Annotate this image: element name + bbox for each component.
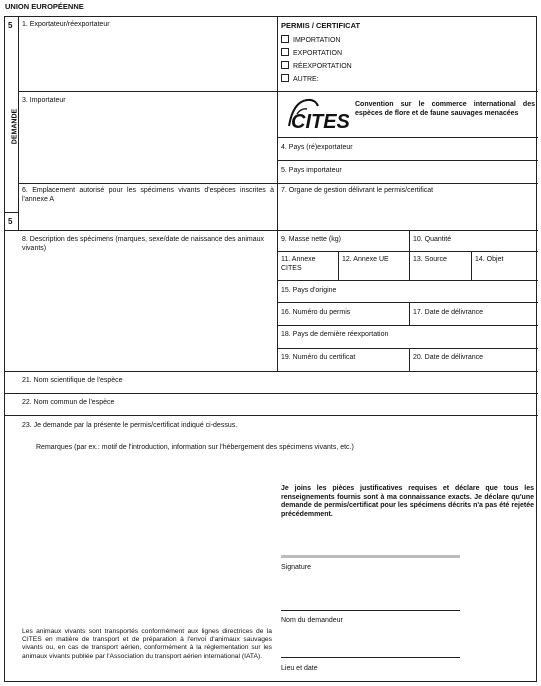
permit-option-reexportation[interactable]: RÉEXPORTATION: [281, 61, 352, 72]
field-management-authority-label: 7. Organe de gestion délivrant le permis/certificat: [281, 187, 434, 194]
signature-label: Signature: [281, 564, 311, 571]
name-line: [281, 610, 460, 611]
field-common-name-label: 22. Nom commun de l'espèce: [22, 399, 115, 406]
applicant-name-label: Nom du demandeur: [281, 617, 343, 624]
field-certificate-number-label: 19. Numéro du certificat: [281, 354, 356, 361]
place-date-line: [281, 657, 460, 658]
cites-convention-text: Convention sur le commerce international des espèces de flore et de faune sauvages menacées: [355, 101, 535, 117]
margin-number-top: 5: [8, 21, 13, 30]
field-request-statement: 23. Je demande par la présente le permis/certificat indiqué ci-dessus.: [22, 422, 238, 429]
field-remarks-label: Remarques (par ex.: motif de l'introduction, information sur l'hébergement des spécimens vivants, etc.): [36, 444, 354, 451]
permit-option-importation[interactable]: IMPORTATION: [281, 35, 340, 46]
checkbox-exportation[interactable]: [281, 48, 289, 56]
place-date-label: Lieu et date: [281, 665, 318, 672]
field-exporter-label: 1. Exportateur/réexportateur: [22, 21, 110, 28]
checkbox-reexportation[interactable]: [281, 61, 289, 69]
field-purpose-label: 14. Objet: [475, 256, 504, 263]
permit-option-exportation[interactable]: EXPORTATION: [281, 48, 342, 59]
form-frame: 5 5 DEMANDE 1. Exportateur/réexportateur 3. Importateur 6. Emplacement autorisé pour les spécimens vivants d'espèces inscrites à l'annexe A 8. Description des spécimens (marques, sexe/date de naissance des animaux vivants) PERMIS / CERTIFICAT IMPORTATION EXPORTATION RÉEXPORTATION AUTRE: CITES Convention sur le commerce international des espèces de flore et de faune sauvages menacées 4. Pays (ré)exportateur 5. Pays importateur 7. Organe de gestion délivrant le permis/certificat 9. Masse nette (kg) 10. Quantité 11. Annexe CITES 12. Annexe UE 13. Source 14. Objet 15. Pays d'origine 16. Numéro du permis 17. Date de délivrance 18. Pays de dernière réexportation 19. Numéro du certificat 20. Date de délivrance 21. Nom scientifique de l'espèce 22. Nom commun de l'espèce 23. Je demande par la présente le permis/certificat indiqué ci-dessus. Remarques (par ex.: motif de l'introduction, information sur l'hébergement des spécimens vivants, etc.) Je joins les pièces justificatives requises et déclare que tous les renseignements fournis sont à ma connaissance exacts. Je déclare qu'une demande de permis/certificat pour les spécimens décrits n'a pas été rejetée précédemment. Signature Nom du demandeur Lieu et date Les animaux vivants sont transportés conformément aux lignes directrices de la CITES en matière de transport et de préparation à l'envoi d'animaux sauvages vivants ou, en cas de transport aérien, conformément à la réglementation sur les animaux vivants publiée par l'Association du transport aérien international (IATA).: [4, 16, 537, 682]
permit-option-autre[interactable]: AUTRE:: [281, 74, 319, 85]
cites-logo-text: CITES: [291, 111, 349, 132]
field-country-of-origin-label: 15. Pays d'origine: [281, 287, 337, 294]
declaration-text: Je joins les pièces justificatives requises et déclare que tous les renseignements fournis sont à ma connaissance exacts. Je déclare qu'une demande de permis/certificat pour les spécimens décrits n'a pas été rejetée précédemment.: [281, 485, 534, 518]
field-specimen-description-label: 8. Description des spécimens (marques, sexe/date de naissance des animaux vivants): [22, 236, 265, 252]
field-importing-country-label: 5. Pays importateur: [281, 167, 342, 174]
field-scientific-name-label: 21. Nom scientifique de l'espèce: [22, 377, 123, 384]
field-net-mass-label: 9. Masse nette (kg): [281, 236, 341, 243]
cites-logo: [285, 96, 349, 132]
field-exporting-country-label: 4. Pays (ré)exportateur: [281, 144, 353, 151]
field-source-label: 13. Source: [413, 256, 447, 263]
field-permit-date-label: 17. Date de délivrance: [413, 309, 484, 316]
signature-divider: [281, 555, 460, 558]
transport-note: Les animaux vivants sont transportés conformément aux lignes directrices de la CITES en matière de transport et de préparation à l'envoi d'animaux sauvages vivants ou, en cas de transport aérien, conformément à la réglementation sur les animaux vivants publiée par l'Association du transport aérien international (IATA).: [22, 628, 272, 660]
checkbox-importation[interactable]: [281, 35, 289, 43]
field-certificate-date-label: 20. Date de délivrance: [413, 354, 484, 361]
form-header-title: UNION EUROPÉENNE: [5, 2, 84, 11]
field-authorized-location-label: 6. Emplacement autorisé pour les spécimens vivants d'espèces inscrites à l'annexe A: [22, 187, 274, 203]
field-eu-annex-label: 12. Annexe UE: [342, 256, 389, 263]
permit-title: PERMIS / CERTIFICAT: [281, 21, 361, 30]
margin-number-bottom: 5: [8, 217, 13, 226]
field-cites-annex-label: 11. Annexe CITES: [281, 256, 316, 272]
checkbox-autre[interactable]: [281, 74, 289, 82]
field-quantity-label: 10. Quantité: [413, 236, 452, 243]
field-last-reexport-country-label: 18. Pays de dernière réexportation: [281, 331, 389, 338]
field-importer-label: 3. Importateur: [22, 97, 66, 104]
field-permit-number-label: 16. Numéro du permis: [281, 309, 351, 316]
